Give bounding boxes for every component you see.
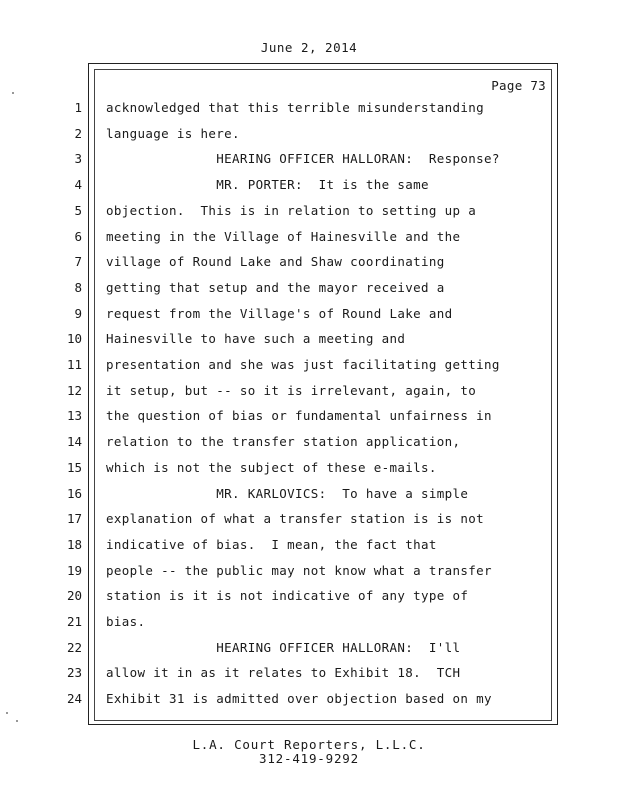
line-text: bias. [106,614,146,629]
line-number: 19 [66,562,82,578]
line-text: village of Round Lake and Shaw coordinating [106,254,445,270]
reporter-phone: 312-419-9292 [259,751,359,766]
line-number: 17 [66,511,82,527]
line-number: 1 [74,100,82,115]
line-number: 7 [74,254,82,270]
line-number: 2 [74,125,82,141]
line-text: Hainesville to have such a meeting and [106,331,406,347]
line-text: meeting in the Village of Hainesville and the [106,228,461,244]
line-number: 4 [74,177,82,193]
page-date: June 2, 2014 [260,40,358,55]
line-text: it setup, but -- so it is irrelevant, again, to [106,382,477,398]
line-number: 13 [66,408,82,424]
transcript-line [0,507,618,533]
transcript-line [0,353,618,379]
line-text: relation to the transfer station application, [106,434,461,450]
transcript-line [0,584,618,610]
transcript-line [0,147,618,173]
transcript-line [0,456,618,482]
transcript-line [0,430,618,456]
line-text: people -- the public may not know what a transfer [106,562,492,578]
transcript-line [0,225,618,251]
transcript-line [0,327,618,353]
line-number: 5 [74,202,82,218]
transcript-line [0,276,618,302]
line-text: Exhibit 31 is admitted over objection based on my [106,691,492,707]
line-number: 14 [66,434,82,450]
line-text: explanation of what a transfer station is is not [106,511,485,527]
transcript-line [0,302,618,328]
transcript-line [0,636,618,662]
line-text: objection. This is in relation to setting up a [106,202,477,218]
line-number: 11 [66,357,82,372]
transcript-line [0,661,618,687]
line-text: presentation and she was just facilitating getting [106,357,500,372]
line-number: 9 [74,305,82,321]
line-number: 22 [66,639,82,655]
line-number: 15 [66,459,82,475]
transcript-line [0,559,618,585]
transcript-line [0,482,618,508]
scan-speck [16,720,18,722]
line-text: MR. PORTER: It is the same [106,177,429,193]
line-text: language is here. [106,125,240,141]
scan-speck [6,712,8,714]
line-text: the question of bias or fundamental unfairness in [106,408,492,424]
line-number: 3 [74,151,82,167]
line-number: 21 [66,614,82,629]
line-text: HEARING OFFICER HALLORAN: Response? [106,151,500,167]
page-number: Page 73 [491,78,546,93]
scan-speck [12,92,14,94]
line-text: allow it in as it relates to Exhibit 18. TCH [106,665,461,681]
transcript-line [0,533,618,559]
line-text: HEARING OFFICER HALLORAN: I'll [106,639,461,655]
line-number: 23 [66,665,82,681]
line-number: 6 [74,228,82,244]
transcript-line [0,173,618,199]
transcript-line [0,610,618,636]
line-text: MR. KARLOVICS: To have a simple [106,485,469,501]
line-number: 10 [66,331,82,347]
line-number: 8 [74,279,82,295]
line-text: which is not the subject of these e-mails. [106,459,437,475]
line-text: indicative of bias. I mean, the fact that [106,536,437,552]
line-text: acknowledged that this terrible misunderstanding [106,100,485,115]
footer [0,738,618,766]
line-number: 16 [66,485,82,501]
line-number: 24 [66,691,82,707]
line-text: getting that setup and the mayor received a [106,279,445,295]
transcript-line [0,96,618,122]
transcript-line [0,404,618,430]
line-number: 12 [66,382,82,398]
transcript-line [0,687,618,713]
line-text: station is it is not indicative of any type of [106,588,469,604]
line-number: 18 [66,536,82,552]
transcript-line [0,379,618,405]
line-number: 20 [66,588,82,604]
transcript-line [0,199,618,225]
transcript-line [0,122,618,148]
transcript-line [0,250,618,276]
reporter-company: L.A. Court Reporters, L.L.C. [192,737,426,752]
line-text: request from the Village's of Round Lake and [106,305,453,321]
